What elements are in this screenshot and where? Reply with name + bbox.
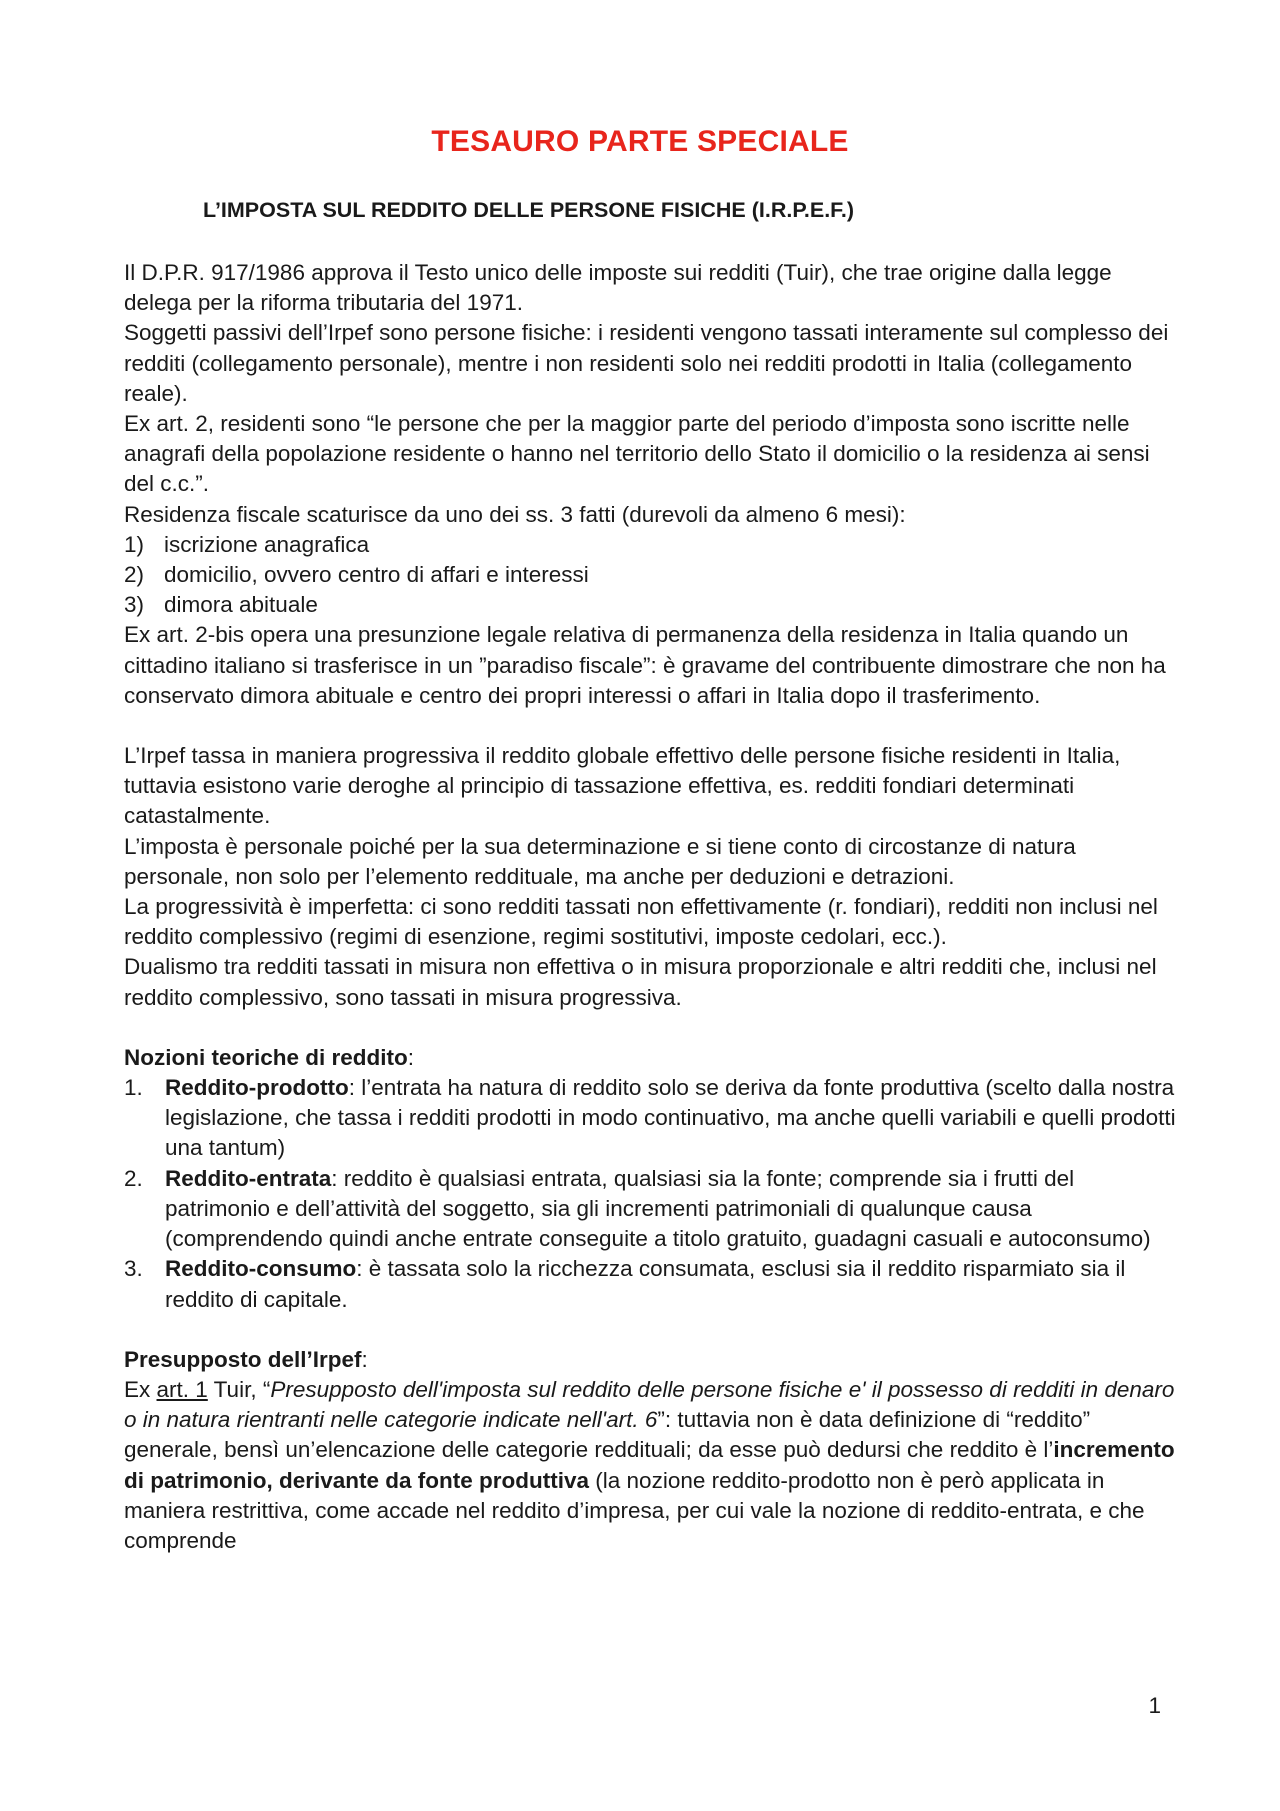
paragraph: Ex art. 1 Tuir, “Presupposto dell'imposta sul reddito delle persone fisiche e' il possesso di redditi in denaro o in natura rientranti nelle categorie indicate nell'art. 6”: tuttavia non è data definizione di “reddito” generale, bensì un’elencazione delle categorie reddituali; da esse può dedursi che reddito è l’incremento di patrimonio, derivante da fonte produttiva (la nozione reddito-prodotto non è però applicata in maniera restrittiva, come accade nel reddito d’impresa, per cui vale la nozione di reddito-entrata, e che comprende bbox=[124, 1376, 1175, 1553]
list-text: iscrizione anagrafica bbox=[164, 531, 370, 557]
paragraph: Soggetti passivi dell’Irpef sono persone fisiche: i residenti vengono tassati interamente sul complesso dei redditi (collegamento personale), mentre i non residenti solo nei redditi prodotti in Italia (collegamento reale). bbox=[124, 320, 1169, 406]
document-title: TESAURO PARTE SPECIALE bbox=[431, 125, 849, 158]
paragraph: Dualismo tra redditi tassati in misura non effettiva o in misura proporzionale e altri redditi che, inclusi nel reddito complessivo, sono tassati in misura progressiva. bbox=[124, 954, 1157, 1010]
art-1-link[interactable]: art. 1 bbox=[156, 1376, 208, 1402]
list-number: 1) bbox=[124, 531, 145, 557]
section-heading: Nozioni teoriche di reddito: bbox=[124, 1044, 415, 1070]
paragraph: Residenza fiscale scaturisce da uno dei ss. 3 fatti (durevoli da almeno 6 mesi): bbox=[124, 501, 906, 527]
paragraph: Il D.P.R. 917/1986 approva il Testo unico delle imposte sui redditi (Tuir), che trae origine dalla legge delega per la riforma tributaria del 1971. bbox=[124, 260, 1112, 316]
list-text: Reddito-entrata: reddito è qualsiasi entrata, qualsiasi sia la fonte; comprende sia i frutti del patrimonio e dell’attività del soggetto, sia gli incrementi patrimoniali di qualunque causa (comprendendo quindi anche entrate conseguite a titolo gratuito, guadagni casuali e autoconsumo) bbox=[165, 1165, 1151, 1252]
list-item bbox=[124, 1254, 1184, 1314]
paragraph: L’Irpef tassa in maniera progressiva il reddito globale effettivo delle persone fisiche residenti in Italia, tuttavia esistono varie deroghe al principio di tassazione effettiva, es. redditi fondiari determinati catastalmente. bbox=[124, 743, 1121, 829]
list-item bbox=[124, 590, 1184, 620]
paragraph: Ex art. 2-bis opera una presunzione legale relativa di permanenza della residenza in Italia quando un cittadino italiano si trasferisce in un ”paradiso fiscale”: è gravame del contribuente dimostrare che non ha conservato dimora abituale e centro dei propri interessi o affari in Italia dopo il trasferimento. bbox=[124, 622, 1166, 708]
list-text: Reddito-consumo: è tassata solo la ricchezza consumata, esclusi sia il reddito risparmiato sia il reddito di capitale. bbox=[165, 1256, 1126, 1312]
paragraph: Ex art. 2, residenti sono “le persone che per la maggior parte del periodo d’imposta sono iscritte nelle anagrafi della popolazione residente o hanno nel territorio dello Stato il domicilio o la residenza ai sensi del c.c.”. bbox=[124, 411, 1150, 497]
term: Reddito-consumo bbox=[165, 1256, 357, 1282]
heading-text: Nozioni teoriche di reddito bbox=[124, 1044, 408, 1070]
key-definition: incremento di patrimonio, derivante da fonte produttiva bbox=[124, 1437, 1175, 1493]
paragraph: La progressività è imperfetta: ci sono redditi tassati non effettivamente (r. fondiari), redditi non inclusi nel reddito complessivo (regimi di esenzione, regimi sostitutivi, imposte cedolari, ecc.). bbox=[124, 894, 1158, 950]
heading-text: Presupposto dell’Irpef bbox=[124, 1346, 362, 1372]
list-number: 3. bbox=[124, 1256, 143, 1282]
residence-facts-list bbox=[124, 530, 1184, 621]
list-item bbox=[124, 560, 1184, 590]
list-number: 3) bbox=[124, 592, 145, 618]
list-text: Reddito-prodotto: l’entrata ha natura di reddito solo se deriva da fonte produttiva (scelto dalla nostra legislazione, che tassa i redditi prodotti in modo continuativo, ma anche quelli variabili e quelli prodotti una tantum) bbox=[165, 1075, 1176, 1161]
list-item bbox=[124, 1073, 1184, 1164]
term: Reddito-entrata bbox=[165, 1165, 332, 1191]
paragraph: L’imposta è personale poiché per la sua determinazione e si tiene conto di circostanze di natura personale, non solo per l’elemento reddituale, ma anche per deduzioni e detrazioni. bbox=[124, 833, 1076, 889]
chapter-subtitle: L’IMPOSTA SUL REDDITO DELLE PERSONE FISICHE (I.R.P.E.F.) bbox=[203, 198, 855, 222]
list-text: domicilio, ovvero centro di affari e interessi bbox=[164, 562, 589, 588]
list-text: dimora abituale bbox=[164, 592, 318, 618]
list-item bbox=[124, 530, 1184, 560]
list-item bbox=[124, 1164, 1184, 1255]
list-number: 2. bbox=[124, 1165, 143, 1191]
page-number: 1 bbox=[1148, 1693, 1161, 1718]
list-number: 1. bbox=[124, 1075, 143, 1101]
section-heading: Presupposto dell’Irpef: bbox=[124, 1346, 368, 1372]
income-notions-list bbox=[124, 1073, 1184, 1315]
term: Reddito-prodotto bbox=[165, 1075, 349, 1101]
document-body bbox=[124, 258, 1184, 1556]
law-quote: Presupposto dell'imposta sul reddito delle persone fisiche e' il possesso di redditi in denaro o in natura rientranti nelle categorie indicate nell'art. 6 bbox=[124, 1376, 1175, 1433]
list-number: 2) bbox=[124, 562, 145, 588]
